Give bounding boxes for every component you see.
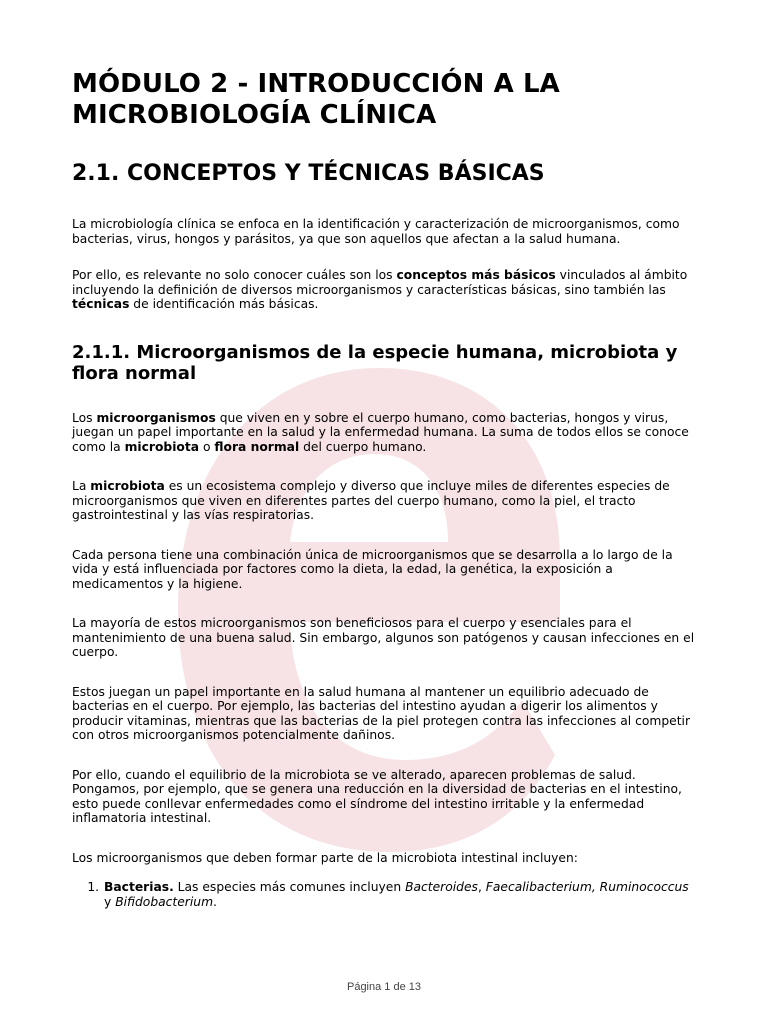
paragraph-list-intro: Los microorganismos que deben formar parte de la microbiota intestinal incluyen: bbox=[72, 850, 578, 865]
section-heading: 2.1. CONCEPTOS Y TÉCNICAS BÁSICAS bbox=[72, 161, 545, 186]
subsection-heading: 2.1.1. Microorganismos de la especie humana, microbiota y flora normal bbox=[72, 341, 678, 384]
document-title bbox=[72, 69, 696, 131]
intro-paragraph-2: Por ello, es relevante no solo conocer cuáles son los conceptos más básicos vinculados al ámbito incluyendo la definición de diversos microorganismos y características básicas, sino también las técnicas de identificación más básicas. bbox=[72, 268, 688, 311]
bold-conceptos: conceptos más básicos bbox=[396, 268, 556, 282]
bold-tecnicas: técnicas bbox=[72, 297, 130, 311]
list-item: 1. Bacterias. Las especies más comunes incluyen Bacteroides, Faecalibacterium, Ruminococcus y Bifidobacterium. bbox=[103, 880, 696, 909]
paragraph-beneficiosos: La mayoría de estos microorganismos son beneficiosos para el cuerpo y esenciales para el mantenimiento de una buena salud. Sin embargo, algunos son patógenos y causan infecciones en el cuerpo. bbox=[72, 616, 695, 659]
title-line-2: MICROBIOLOGÍA CLÍNICA bbox=[72, 100, 437, 130]
paragraph-combinacion: Cada persona tiene una combinación única de microorganismos que se desarrolla a lo largo de la vida y está influenciada por factores como la dieta, la edad, la genética, la exposición a medicamentos y la higiene. bbox=[72, 547, 673, 591]
microbiota-list bbox=[72, 880, 696, 909]
page-number: Página 1 de 13 bbox=[346, 981, 421, 993]
paragraph-microorganismos: Los microorganismos que viven en y sobre el cuerpo humano, como bacterias, hongos y virus, juegan un papel importante en la salud y la enfermedad humana. La suma de todos ellos se conoce como la microbiota o flora normal del cuerpo humano. bbox=[72, 410, 689, 454]
paragraph-equilibrio: Estos juegan un papel importante en la salud humana al mantener un equilibrio adecuado de bacterias en el cuerpo. Por ejemplo, las bacterias del intestino ayudan a digerir los alimentos y producir vitaminas, mientras que las bacterias de la piel protegen contra las infecciones al competir con otros microorganismos potencialmente dañinos. bbox=[72, 684, 691, 742]
intro-paragraph-1: La microbiología clínica se enfoca en la identificación y caracterización de microorganismos, como bacterias, virus, hongos y parásitos, ya que son aquellos que afectan a la salud humana. bbox=[72, 217, 680, 246]
paragraph-microbiota: La microbiota es un ecosistema complejo y diverso que incluye miles de diferentes especies de microorganismos que viven en diferentes partes del cuerpo humano, como la piel, el tracto gastrointestinal y las vías respiratorias. bbox=[72, 479, 670, 522]
title-line-1: MÓDULO 2 - INTRODUCCIÓN A LA bbox=[72, 69, 560, 99]
paragraph-alteracion: Por ello, cuando el equilibrio de la microbiota se ve alterado, aparecen problemas de salud. Pongamos, por ejemplo, que se genera una reducción en la diversidad de bacterias en el intestino, esto puede conllevar enfermedades como el síndrome del intestino irritable y la enfermedad inflamatoria intestinal. bbox=[72, 767, 682, 825]
